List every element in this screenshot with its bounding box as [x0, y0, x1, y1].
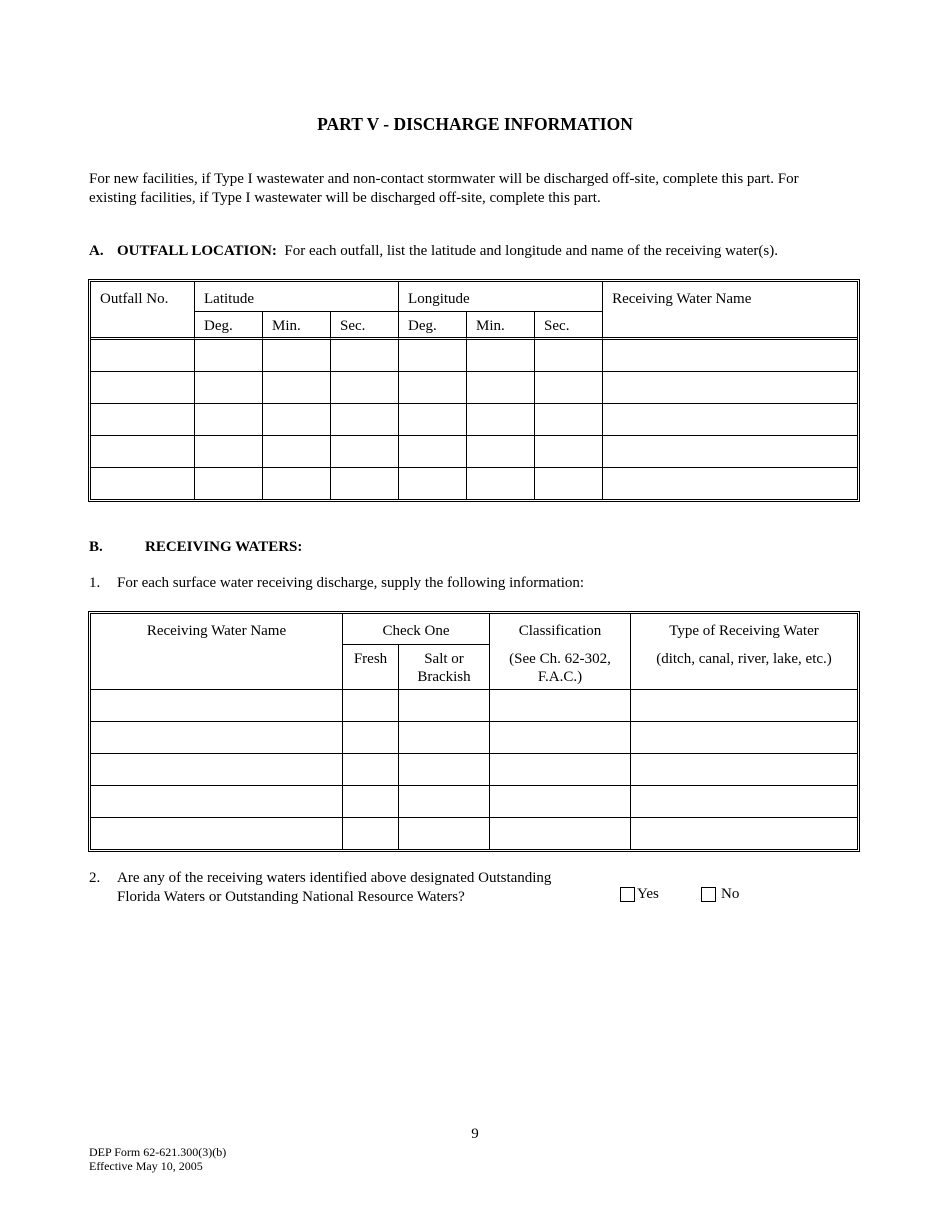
type-cell[interactable] [631, 754, 857, 786]
section-b-label: RECEIVING WATERS: [145, 539, 303, 555]
item-2-number: 2. [89, 870, 101, 886]
section-a-text: For each outfall, list the latitude and longitude and name of the receiving water(s). [284, 243, 778, 259]
footer-form-number: DEP Form 62-621.300(3)(b) [89, 1145, 227, 1159]
salt-or-brackish-header [399, 645, 490, 690]
receiving-water-name-cell[interactable] [91, 722, 343, 754]
lon-deg-cell[interactable] [399, 340, 467, 372]
classification-sub-line1: (See Ch. 62-302, [509, 651, 611, 667]
section-a-label: OUTFALL LOCATION: [117, 243, 277, 259]
receiving-water-name-cell[interactable] [603, 436, 857, 468]
classification-cell[interactable] [490, 690, 631, 722]
no-option[interactable] [701, 886, 739, 903]
classification-header: Classification [490, 614, 631, 645]
salt-or-brackish-cell[interactable] [399, 818, 490, 849]
lat-min-cell[interactable] [263, 468, 331, 499]
no-checkbox[interactable] [701, 887, 716, 902]
receiving-water-name-header: Receiving Water Name [91, 614, 343, 690]
lon-min-header: Min. [467, 312, 535, 340]
lon-sec-header: Sec. [535, 312, 603, 340]
table-row [91, 786, 857, 818]
salt-or-brackish-cell[interactable] [399, 722, 490, 754]
lat-sec-cell[interactable] [331, 436, 399, 468]
salt-or-brackish-cell[interactable] [399, 786, 490, 818]
yes-checkbox[interactable] [620, 887, 635, 902]
lon-deg-cell[interactable] [399, 372, 467, 404]
outfall-no-cell[interactable] [91, 372, 195, 404]
lat-min-cell[interactable] [263, 372, 331, 404]
intro-paragraph: For new facilities, if Type I wastewater and non-contact stormwater will be discharged off-site, complete this part. For existing facilities, if Type I wastewater will be discharged off-site, complete this part. [89, 171, 799, 206]
lon-min-cell[interactable] [467, 404, 535, 436]
footer [89, 1145, 226, 1173]
receiving-water-name-cell[interactable] [91, 786, 343, 818]
lat-sec-cell[interactable] [331, 404, 399, 436]
classification-cell[interactable] [490, 818, 631, 849]
outfall-no-cell[interactable] [91, 436, 195, 468]
lat-sec-cell[interactable] [331, 372, 399, 404]
table-row [91, 818, 857, 849]
classification-sub-line2: F.A.C.) [537, 669, 583, 685]
fresh-cell[interactable] [343, 786, 399, 818]
yes-option[interactable] [620, 886, 659, 903]
table-row [91, 468, 857, 499]
salt-or-label: Salt or [424, 651, 464, 667]
item-1 [89, 575, 584, 592]
type-cell[interactable] [631, 818, 857, 849]
lon-deg-header: Deg. [399, 312, 467, 340]
type-cell[interactable] [631, 722, 857, 754]
table-row [91, 404, 857, 436]
lat-min-cell[interactable] [263, 404, 331, 436]
lon-sec-cell[interactable] [535, 468, 603, 499]
lon-sec-cell[interactable] [535, 404, 603, 436]
salt-or-brackish-cell[interactable] [399, 690, 490, 722]
longitude-header: Longitude [399, 282, 603, 312]
receiving-water-name-cell[interactable] [91, 690, 343, 722]
table-row [91, 340, 857, 372]
classification-cell[interactable] [490, 786, 631, 818]
check-one-header: Check One [343, 614, 490, 645]
table-row [91, 690, 857, 722]
outfall-no-cell[interactable] [91, 468, 195, 499]
lat-sec-cell[interactable] [331, 340, 399, 372]
lon-sec-cell[interactable] [535, 340, 603, 372]
no-label: No [721, 886, 740, 902]
item-2-line2: Florida Waters or Outstanding National Resource Waters? [117, 889, 465, 905]
fresh-header: Fresh [343, 645, 399, 690]
lat-min-header: Min. [263, 312, 331, 340]
receiving-water-name-cell[interactable] [91, 818, 343, 849]
lat-deg-cell[interactable] [195, 372, 263, 404]
lat-sec-cell[interactable] [331, 468, 399, 499]
lat-deg-cell[interactable] [195, 468, 263, 499]
table-row [91, 372, 857, 404]
lon-sec-cell[interactable] [535, 436, 603, 468]
receiving-water-name-header: Receiving Water Name [603, 282, 857, 340]
classification-subheader [490, 645, 631, 690]
type-cell[interactable] [631, 786, 857, 818]
section-a-letter: A. [89, 243, 104, 259]
lat-sec-header: Sec. [331, 312, 399, 340]
lon-deg-cell[interactable] [399, 404, 467, 436]
item-2-line1: Are any of the receiving waters identified above designated Outstanding [117, 870, 552, 886]
type-of-receiving-water-header: Type of Receiving Water [669, 623, 819, 639]
fresh-cell[interactable] [343, 722, 399, 754]
lon-min-cell[interactable] [467, 372, 535, 404]
lat-deg-cell[interactable] [195, 340, 263, 372]
receiving-water-name-cell[interactable] [603, 468, 857, 499]
page-number: 9 [471, 1126, 479, 1142]
section-a-heading [89, 243, 869, 260]
fresh-cell[interactable] [343, 690, 399, 722]
page-title: PART V - DISCHARGE INFORMATION [317, 114, 633, 134]
lat-min-cell[interactable] [263, 436, 331, 468]
type-subheader: (ditch, canal, river, lake, etc.) [631, 645, 857, 690]
lon-deg-cell[interactable] [399, 436, 467, 468]
footer-effective-date: Effective May 10, 2005 [89, 1159, 203, 1173]
salt-or-brackish-cell[interactable] [399, 754, 490, 786]
item-2 [89, 869, 551, 907]
brackish-label: Brackish [417, 669, 471, 685]
lon-min-cell[interactable] [467, 436, 535, 468]
classification-cell[interactable] [490, 722, 631, 754]
lat-deg-header: Deg. [195, 312, 263, 340]
table-row [91, 754, 857, 786]
outfall-no-cell[interactable] [91, 404, 195, 436]
item-1-text: For each surface water receiving discharge, supply the following information: [117, 575, 585, 591]
section-b-letter: B. [89, 539, 103, 555]
receiving-water-name-cell[interactable] [603, 404, 857, 436]
outfall-no-header: Outfall No. [91, 282, 195, 340]
receiving-water-name-cell[interactable] [603, 372, 857, 404]
section-b-heading [89, 539, 302, 556]
lon-sec-cell[interactable] [535, 372, 603, 404]
lat-deg-cell[interactable] [195, 436, 263, 468]
classification-cell[interactable] [490, 754, 631, 786]
lat-min-cell[interactable] [263, 340, 331, 372]
item-1-number: 1. [89, 575, 101, 591]
lat-deg-cell[interactable] [195, 404, 263, 436]
lon-min-cell[interactable] [467, 468, 535, 499]
receiving-waters-table [88, 611, 860, 852]
table-row [91, 722, 857, 754]
outfall-no-cell[interactable] [91, 340, 195, 372]
latitude-header: Latitude [195, 282, 399, 312]
receiving-water-name-cell[interactable] [91, 754, 343, 786]
outfall-location-table [88, 279, 860, 502]
yes-label: Yes [637, 886, 659, 902]
type-cell[interactable] [631, 690, 857, 722]
receiving-water-name-cell[interactable] [603, 340, 857, 372]
lon-deg-cell[interactable] [399, 468, 467, 499]
table-row [91, 436, 857, 468]
lon-min-cell[interactable] [467, 340, 535, 372]
fresh-cell[interactable] [343, 754, 399, 786]
fresh-cell[interactable] [343, 818, 399, 849]
